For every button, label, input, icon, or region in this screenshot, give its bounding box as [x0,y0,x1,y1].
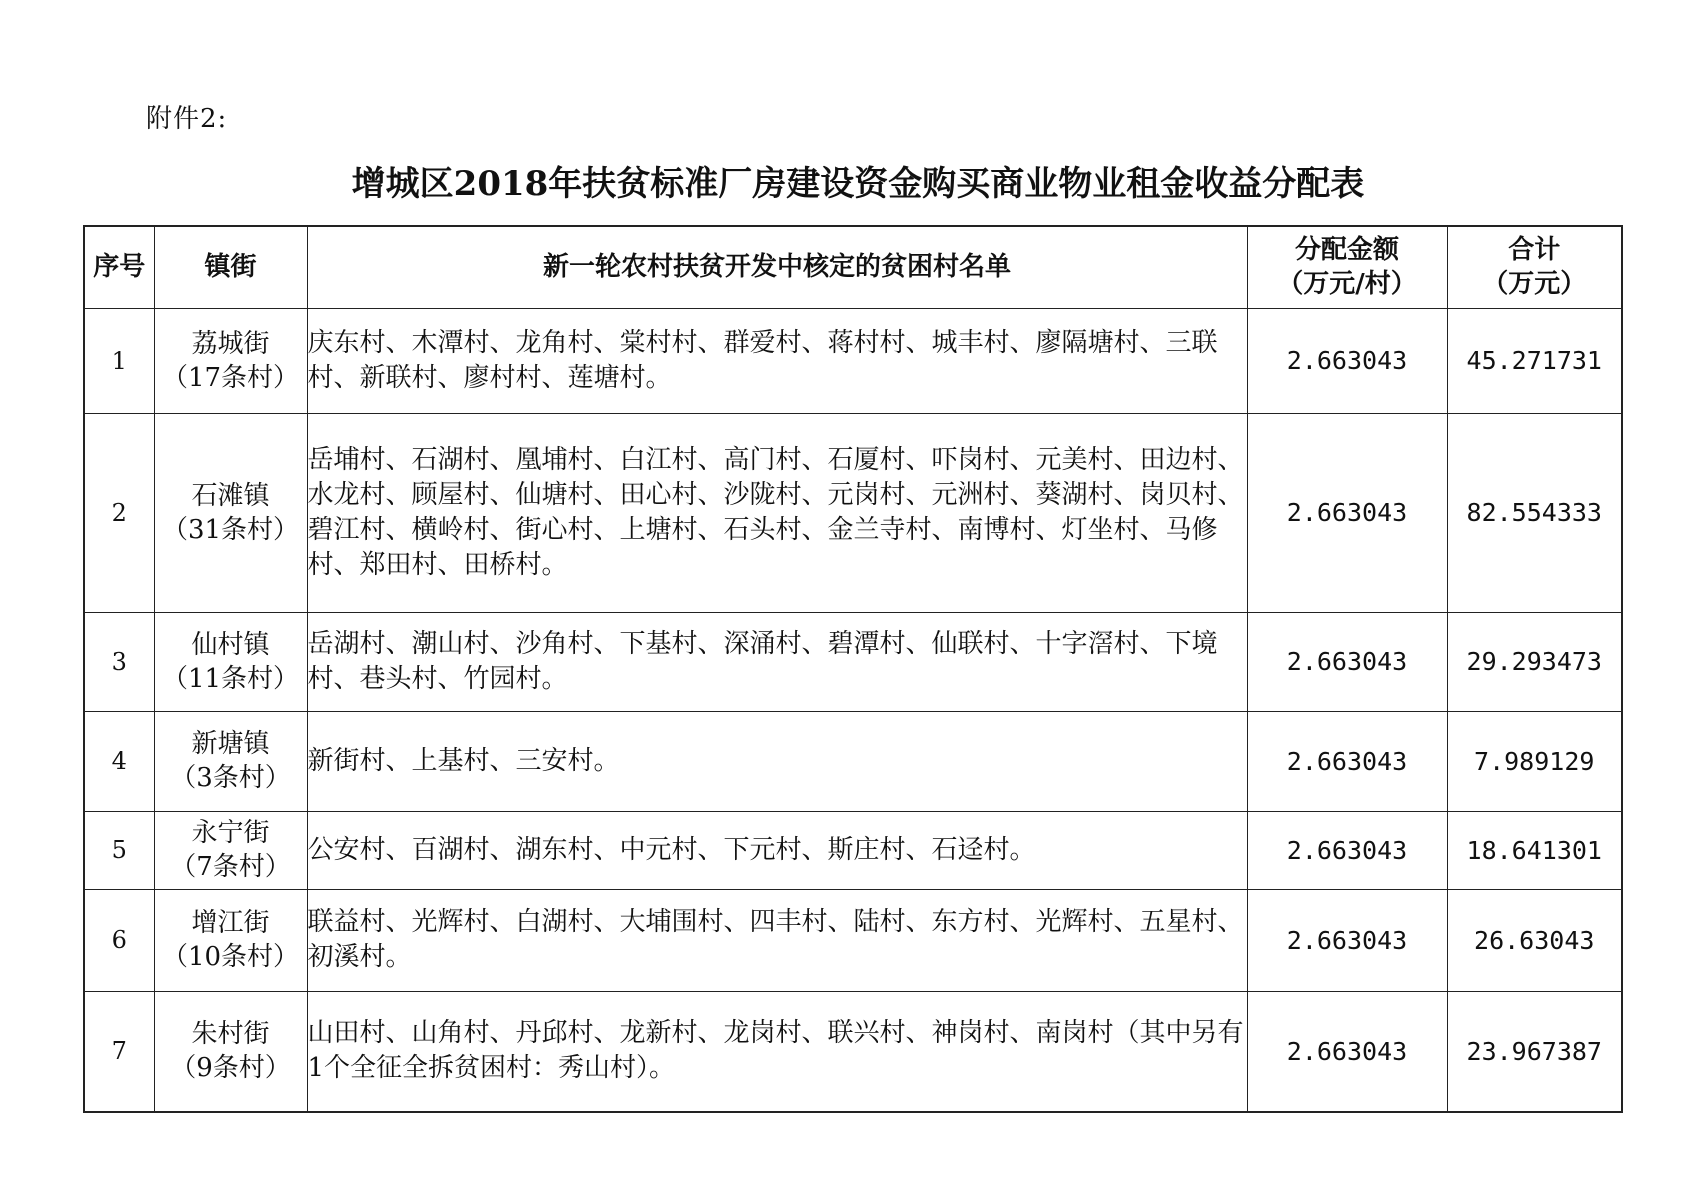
town-name: 新塘镇 [191,729,270,759]
row-seq: 2 [84,413,154,612]
town-name: 荔城街 [191,328,270,359]
row-amount: 2.663043 [1247,711,1447,811]
row-seq: 5 [84,811,154,889]
table-row [84,612,1622,711]
village-count: （31条村） [161,514,300,545]
row-villages: 庆东村、木潭村、龙角村、棠村村、群爱村、蒋村村、城丰村、廖隔塘村、三联村、新联村、廖村村、莲塘村。 [307,308,1247,413]
town-name: 增江街 [191,908,270,938]
row-amount: 2.663043 [1247,612,1447,711]
header-seq: 序号 [84,226,154,308]
row-total: 26.63043 [1447,889,1622,991]
row-amount: 2.663043 [1247,991,1447,1112]
row-town [154,711,307,811]
row-seq: 4 [84,711,154,811]
attachment-label: 附件2: [146,104,228,134]
row-town [154,308,307,413]
row-town [154,612,307,711]
village-count: （11条村） [161,663,300,694]
table-row [84,889,1622,991]
village-count: （7条村） [170,852,291,882]
village-count: （17条村） [161,362,300,393]
row-seq: 7 [84,991,154,1112]
header-total [1447,226,1622,308]
village-count: （10条村） [161,942,300,972]
town-name: 石滩镇 [191,480,270,511]
row-amount: 2.663043 [1247,889,1447,991]
document-title: 增城区2018年扶贫标准厂房建设资金购买商业物业租金收益分配表 [351,164,1365,204]
row-seq: 6 [84,889,154,991]
header-amount [1247,226,1447,308]
header-town: 镇街 [154,226,307,308]
row-seq: 3 [84,612,154,711]
table-row [84,308,1622,413]
village-count: （9条村） [170,1053,291,1084]
row-total: 29.293473 [1447,612,1622,711]
village-count: （3条村） [170,763,291,793]
row-total: 7.989129 [1447,711,1622,811]
row-total: 45.271731 [1447,308,1622,413]
header-amount-line2: （万元/村） [1277,269,1417,300]
row-town [154,889,307,991]
table-header-row [84,226,1622,308]
row-villages: 联益村、光辉村、白湖村、大埔围村、四丰村、陆村、东方村、光辉村、五星村、初溪村。 [307,889,1247,991]
table-row [84,711,1622,811]
header-total-line1: 合计 [1508,235,1561,266]
row-total: 18.641301 [1447,811,1622,889]
row-villages: 新街村、上基村、三安村。 [307,711,1247,811]
town-name: 朱村街 [191,1019,270,1050]
row-town [154,991,307,1112]
row-town [154,413,307,612]
town-name: 永宁街 [191,818,270,848]
table-row [84,811,1622,889]
row-amount: 2.663043 [1247,308,1447,413]
header-villages: 新一轮农村扶贫开发中核定的贫困村名单 [307,226,1247,308]
row-total: 82.554333 [1447,413,1622,612]
allocation-table [83,225,1623,1113]
row-villages: 公安村、百湖村、湖东村、中元村、下元村、斯庄村、石迳村。 [307,811,1247,889]
row-amount: 2.663043 [1247,811,1447,889]
table-row [84,991,1622,1112]
row-seq: 1 [84,308,154,413]
row-villages: 岳埔村、石湖村、凰埔村、白江村、高门村、石厦村、吓岗村、元美村、田边村、水龙村、顾屋村、仙塘村、田心村、沙陇村、元岗村、元洲村、葵湖村、岗贝村、碧江村、横岭村、街心村、上塘村、石头村、金兰寺村、南博村、灯坐村、马修村、郑田村、田桥村。 [307,413,1247,612]
row-amount: 2.663043 [1247,413,1447,612]
table-row [84,413,1622,612]
row-villages: 岳湖村、潮山村、沙角村、下基村、深涌村、碧潭村、仙联村、十字滘村、下境村、巷头村、竹园村。 [307,612,1247,711]
row-town [154,811,307,889]
header-amount-line1: 分配金额 [1294,235,1399,266]
town-name: 仙村镇 [191,629,270,660]
row-total: 23.967387 [1447,991,1622,1112]
header-total-line2: （万元） [1482,269,1587,300]
row-villages: 山田村、山角村、丹邱村、龙新村、龙岗村、联兴村、神岗村、南岗村（其中另有1个全征全拆贫困村：秀山村）。 [307,991,1247,1112]
